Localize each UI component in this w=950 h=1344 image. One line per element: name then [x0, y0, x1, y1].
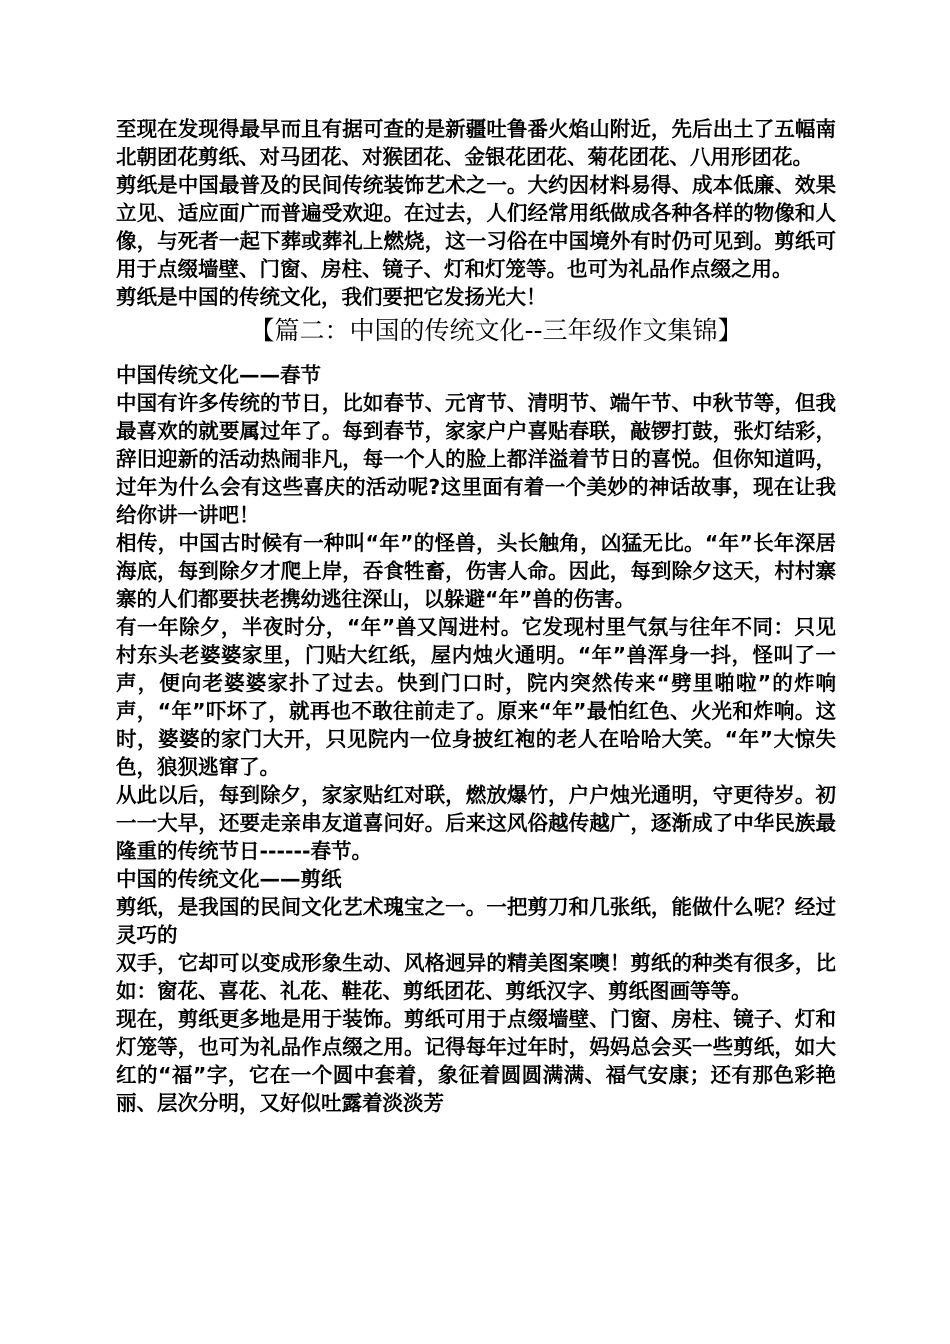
paragraph-custom-origin: 从此以后，每到除夕，家家贴红对联，燃放爆竹，户户烛光通明，守更待岁。初一一大早，还要走亲串友道喜问好。后来这风俗越传越广，逐渐成了中华民族最隆重的传统节日------春节。: [116, 783, 836, 863]
heading-paper-cut: 中国的传统文化——剪纸: [116, 867, 342, 891]
document-body: [116, 115, 836, 1117]
paragraph-festivals: 中国有许多传统的节日，比如春节、元宵节、清明节、端午节、中秋节等，但我最喜欢的就要属过年了。每到春节，家家户户喜贴春联，敲锣打鼓，张灯结彩，辞旧迎新的活动热闹非凡，每一个人的脸上都洋溢着节日的喜悦。但你知道吗，过年为什么会有这些喜庆的活动呢?这里面有着一个美妙的神话故事，现在让我给你讲一讲吧！: [116, 391, 836, 527]
heading-spring-festival: 中国传统文化——春节: [116, 363, 321, 387]
paragraph-paper-cut-intro: 剪纸，是我国的民间文化艺术瑰宝之一。一把剪刀和几张纸，能做什么呢？经过灵巧的: [116, 895, 836, 947]
paragraph-paper-cut-promote: 剪纸是中国的传统文化，我们要把它发扬光大！: [116, 285, 547, 309]
paragraph-paper-cut-origin: 至现在发现得最早而且有据可查的是新疆吐鲁番火焰山附近，先后出土了五幅南北朝团花剪纸、对马团花、对猴团花、金银花团花、菊花团花、八用形团花。: [116, 117, 836, 169]
paragraph-paper-cut-types: 双手，它却可以变成形象生动、风格迥异的精美图案噢！剪纸的种类有很多，比如：窗花、喜花、礼花、鞋花、剪纸团花、剪纸汉字、剪纸图画等等。: [116, 951, 836, 1003]
paragraph-nian-legend: 相传，中国古时候有一种叫“年”的怪兽，头长触角，凶猛无比。“年”长年深居海底，每到除夕才爬上岸，吞食牲畜，伤害人命。因此，每到除夕这天，村村寨寨的人们都要扶老携幼逃往深山，以躲避“年”兽的伤害。: [116, 531, 836, 611]
paragraph-paper-cut-folk-art: 剪纸是中国最普及的民间传统装饰艺术之一。大约因材料易得、成本低廉、效果立见、适应面广而普遍受欢迎。在过去，人们经常用纸做成各种各样的物像和人像，与死者一起下葬或葬礼上燃烧，这一习俗在中国境外有时仍可见到。剪纸可用于点缀墙壁、门窗、房柱、镜子、灯和灯笼等。也可为礼品作点缀之用。: [116, 173, 836, 281]
section-title: 【篇二：中国的传统文化--三年级作文集锦】: [249, 316, 743, 345]
paragraph-paper-cut-decoration: 现在，剪纸更多地是用于装饰。剪纸可用于点缀墙壁、门窗、房柱、镜子、灯和灯笼等，也可为礼品作点缀之用。记得每年过年时，妈妈总会买一些剪纸，如大红的“福”字，它在一个圆中套着，象征着圆圆满满、福气安康；还有那色彩艳丽、层次分明，又好似吐露着淡淡芳: [116, 1007, 836, 1115]
paragraph-nian-night: 有一年除夕，半夜时分，“年”兽又闯进村。它发现村里气氛与往年不同：只见村东头老婆婆家里，门贴大红纸，屋内烛火通明。“年”兽浑身一抖，怪叫了一声，便向老婆婆家扑了过去。快到门口时，院内突然传来“劈里啪啦”的炸响声，“年”吓坏了，就再也不敢往前走了。原来“年”最怕红色、火光和炸响。这时，婆婆的家门大开，只见院内一位身披红袍的老人在哈哈大笑。“年”大惊失色，狼狈逃窜了。: [116, 615, 836, 779]
